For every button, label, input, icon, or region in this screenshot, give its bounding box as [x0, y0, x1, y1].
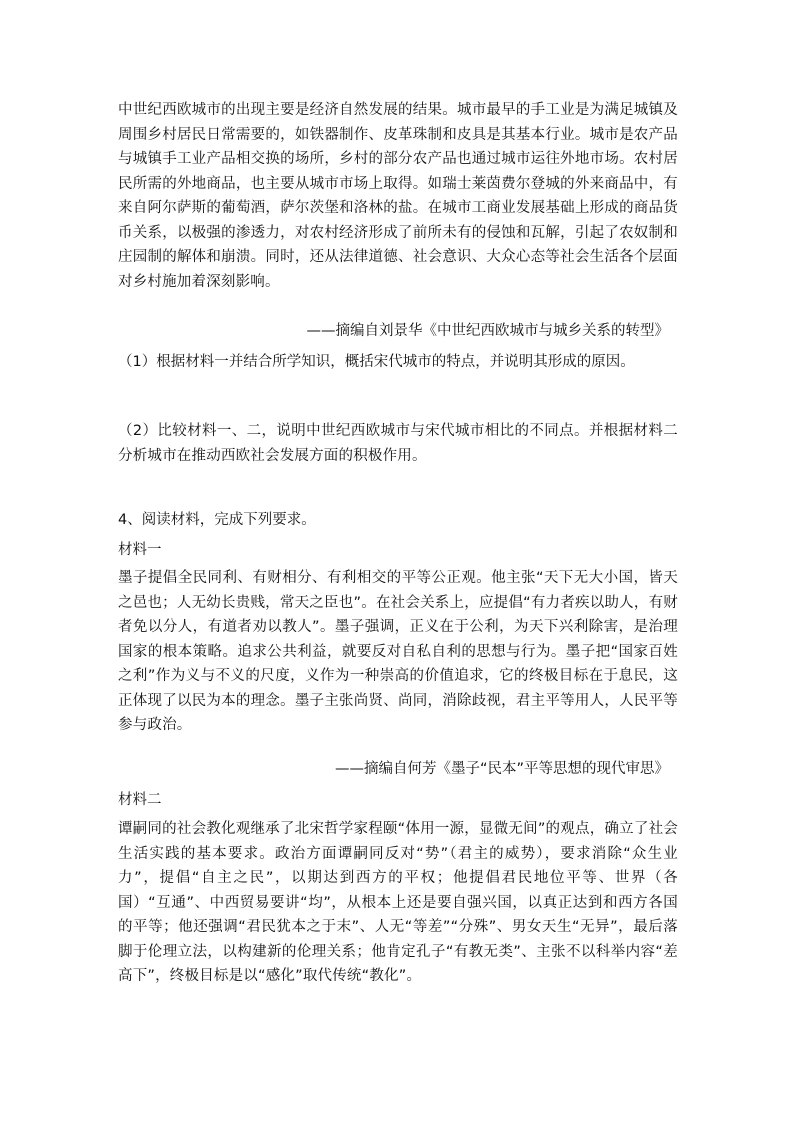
material-1-source: ——摘编自何芳《墨子“民本”平等思想的现代审思》: [334, 761, 669, 777]
question-2: （2）比较材料一、二，说明中世纪西欧城市与宋代城市相比的不同点。并根据材料二分析城市在推动西欧社会发展方面的积极作用。: [118, 423, 678, 464]
material-2-label: 材料二: [118, 792, 162, 808]
material-2-paragraph: 谭嗣同的社会教化观继承了北宋哲学家程颐“体用一源，显微无间”的观点，确立了社会生活实践的基本要求。政治方面谭嗣同反对“势”（君主的威势），要求消除“众生业力”，提倡“自主之民”，以期达到西方的平权；他提倡君民地位平等、世界（各国）“互通”、中西贸易要讲“均”，从根本上还是要自强兴国，以真正达到和西方各国的平等；他还强调“君民犹本之于末”、人无“等差”“分殊”、男女天生“无异”，最后落脚于伦理立法，以构建新的伦理关系；他肯定孔子“有教无类”、主张不以科举内容“差高下”，终极目标是以“感化”取代传统“教化”。: [118, 821, 678, 984]
material-1-label: 材料一: [118, 542, 162, 558]
material-west-source: ——摘编自刘景华《中世纪西欧城市与城乡关系的转型》: [306, 323, 669, 339]
question-4-title: 4、阅读材料，完成下列要求。: [118, 512, 316, 528]
question-1: （1）根据材料一并结合所学知识，概括宋代城市的特点，并说明其形成的原因。: [118, 354, 635, 370]
material-1-paragraph: 墨子提倡全民同利、有财相分、有利相交的平等公正观。他主张“天下无大小国，皆天之邑也；人无幼长贵贱，常天之臣也”。在社会关系上，应提倡“有力者疾以助人，有财者免以分人，有道者劝以教人”。墨子强调，正义在于公利，为天下兴利除害，是治理国家的根本策略。追求公共利益，就要反对自私自利的思想与行为。墨子把“国家百姓之利”作为义与不义的尺度，义作为一种崇高的价值追求，它的终极目标在于息民，这正体现了以民为本的理念。墨子主张尚贤、尚同，消除歧视，君主平等用人，人民平等参与政治。: [118, 570, 678, 733]
material-west-paragraph: 中世纪西欧城市的出现主要是经济自然发展的结果。城市最早的手工业是为满足城镇及周围乡村居民日常需要的，如铁器制作、皮革珠制和皮具是其基本行业。城市是农产品与城镇手工业产品相交换的场所，乡村的部分农产品也通过城市运往外地市场。农村居民所需的外地商品，也主要从城市市场上取得。如瑞士莱茵费尔登城的外来商品中，有来自阿尔萨斯的葡萄酒，萨尔茨堡和洛林的盐。在城市工商业发展基础上形成的商品货币关系，以极强的渗透力，对农村经济形成了前所未有的侵蚀和瓦解，引起了农奴制和庄园制的解体和崩溃。同时，还从法律道德、社会意识、大众心态等社会生活各个层面对乡村施加着深刻影响。: [118, 102, 678, 290]
